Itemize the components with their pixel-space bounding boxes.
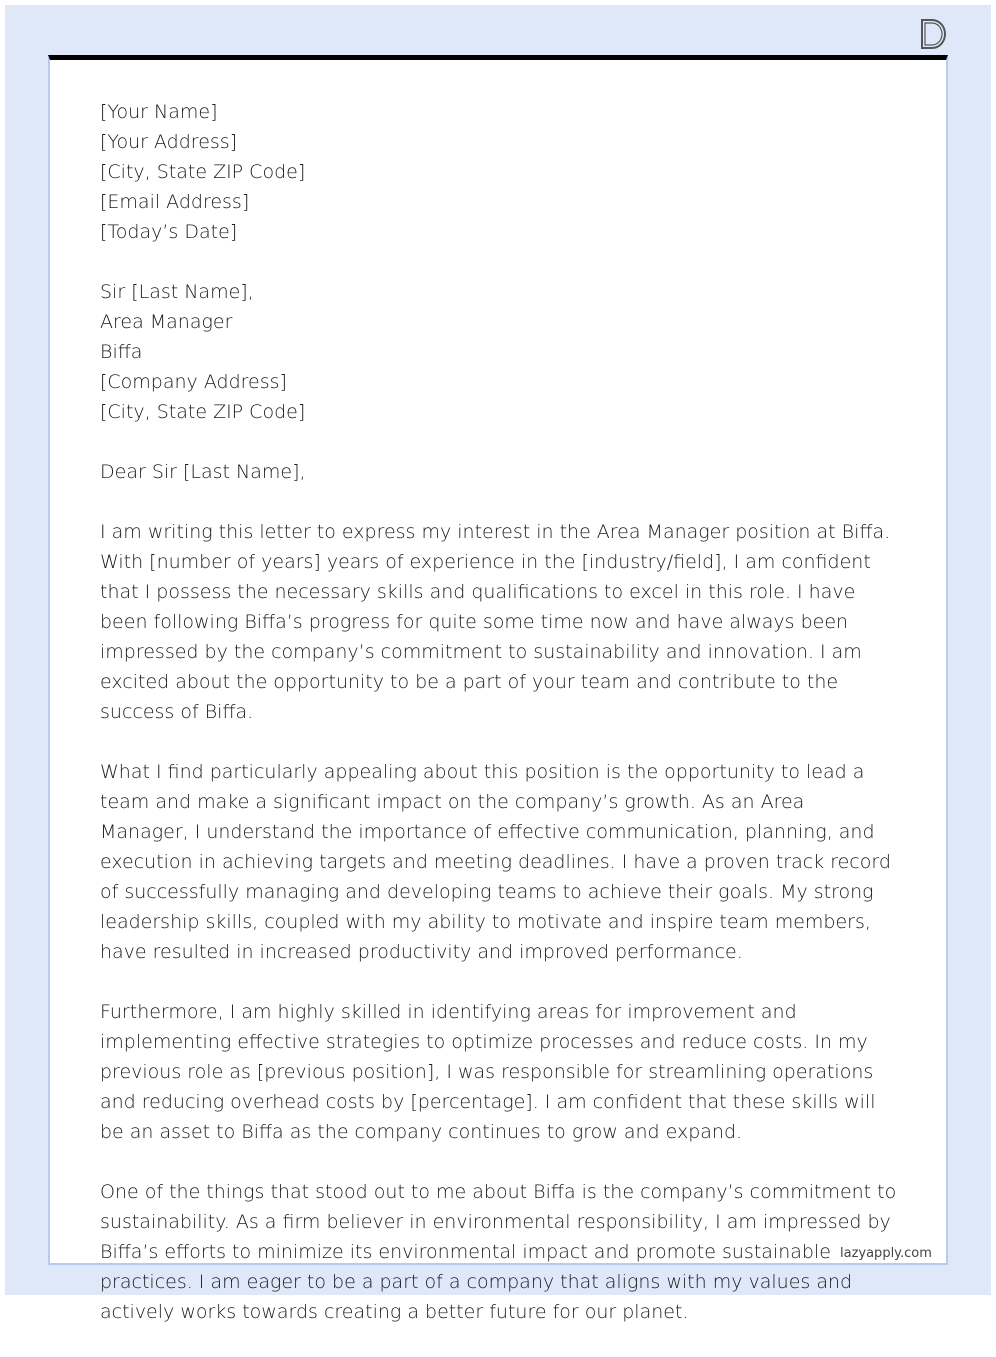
- body-paragraph-2: What I find particularly appealing about this position is the opportunity to lead a team and make a significant impact on the company’s growth. As an Area Manager, I understand the importance of effective communication, planning, and execution in achieving targets and meeting deadlines. I have a proven track record of successfully managing and developing teams to achieve their goals. My strong leadership skills, coupled with my ability to motivate and inspire team members, have resulted in increased productivity and improved performance.: [100, 761, 891, 963]
- sender-block: [100, 97, 900, 247]
- recipient-company: Biffa: [100, 341, 143, 363]
- spacer: [100, 487, 900, 517]
- sender-name: [Your Name]: [100, 101, 218, 123]
- spacer: [100, 247, 900, 277]
- recipient-block: [100, 277, 900, 427]
- brand-logo-icon: [916, 14, 952, 56]
- sender-address: [Your Address]: [100, 131, 238, 153]
- recipient-address: [Company Address]: [100, 371, 287, 393]
- body-paragraph-3: Furthermore, I am highly skilled in identifying areas for improvement and implementing effective strategies to optimize processes and reduce costs. In my previous role as [previous position], I was responsible for streamlining operations and reducing overhead costs by [percentage]. I am confident that these skills will be an asset to Biffa as the company continues to grow and expand.: [100, 1001, 876, 1143]
- body-paragraph-1: I am writing this letter to express my interest in the Area Manager position at Biffa. With [number of years] years of experience in the [industry/field], I am confident that I possess the necessary skills and qualifications to excel in this role. I have been following Biffa’s progress for quite some time now and have always been impressed by the company’s commitment to sustainability and innovation. I am excited about the opportunity to be a part of your team and contribute to the success of Biffa.: [100, 521, 891, 723]
- body-paragraph-4: One of the things that stood out to me about Biffa is the company’s commitment to sustainability. As a firm believer in environmental responsibility, I am impressed by Biffa’s efforts to minimize its environmental impact and promote sustainable practices. I am eager to be a part of a company that aligns with my values and actively works towards creating a better future for our planet.: [100, 1181, 897, 1323]
- recipient-title: Area Manager: [100, 311, 233, 333]
- letter-date: [Today’s Date]: [100, 221, 238, 243]
- watermark-text: lazyapply.com: [840, 1246, 932, 1261]
- sender-city-state-zip: [City, State ZIP Code]: [100, 161, 306, 183]
- cover-letter: [100, 97, 900, 1357]
- spacer: [100, 427, 900, 457]
- recipient-city-state-zip: [City, State ZIP Code]: [100, 401, 306, 423]
- salutation: Dear Sir [Last Name],: [100, 461, 306, 483]
- sender-email: [Email Address]: [100, 191, 250, 213]
- recipient-name: Sir [Last Name],: [100, 281, 254, 303]
